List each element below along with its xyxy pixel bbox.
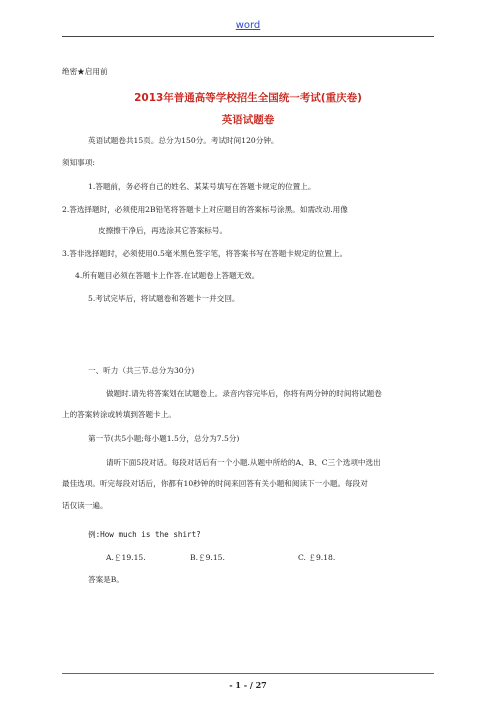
notice-item-1: 1.答题前，务必将自己的姓名、某某号填写在答题卡规定的位置上。 — [88, 182, 316, 191]
page-indicator: - 1 - / 27 — [229, 680, 267, 690]
exam-intro: 英语试题卷共15页。总分为150分。考试时间120分钟。 — [88, 136, 279, 145]
part1-para-line-1: 请听下面5段对话。每段对话后有一个小题.从题中所给的A、B、C三个选项中选出 — [106, 458, 381, 467]
example-answer: 答案是B。 — [88, 575, 124, 584]
example-option-c: C. ￡9.18. — [298, 553, 336, 562]
part1-para-line-3: 话仅读一遍。 — [62, 501, 108, 510]
section1-heading: 一、听力（共三节.总分为30分) — [88, 366, 195, 375]
header-word-link[interactable]: word — [235, 20, 261, 31]
secret-label: 绝密★启用前 — [62, 67, 108, 76]
notice-item-2-cont: 皮擦擦干净后，再选涂其它答案标号。 — [98, 226, 228, 235]
section1-para-line-2: 上的答案转涂或转填到答题卡上。 — [62, 410, 176, 419]
header-divider — [62, 36, 434, 37]
exam-subtitle: 英语试题卷 — [221, 114, 275, 126]
example-option-b: B.￡9.15. — [190, 553, 225, 562]
part1-heading: 第一节(共5小题;每小题1.5分，总分为7.5分) — [88, 434, 240, 443]
part1-para-line-2: 最佳选项。听完每段对话后，你都有10秒钟的时间来回答有关小题和阅读下一小题。每段对 — [62, 479, 368, 488]
notice-item-5: 5.考试完毕后，将试题卷和答题卡一并交回。 — [88, 294, 240, 303]
notice-item-3: 3.答非选择题时，必须使用0.5毫米黑色签字笔，将答案书写在答题卡规定的位置上。 — [62, 249, 348, 258]
notice-heading: 须知事项: — [62, 158, 95, 167]
section1-para-line-1: 做题时.请先将答案划在试题卷上。录音内容完毕后，你将有两分钟的时间将试题卷 — [106, 389, 382, 398]
example-option-a: A.￡19.15. — [106, 553, 146, 562]
footer-divider — [62, 673, 434, 674]
exam-title: 2013年普通高等学校招生全国统一考试(重庆卷) — [134, 92, 362, 104]
notice-item-2: 2.答选择题时，必须使用2B铅笔将答题卡上对应题目的答案标号涂黑。如需改动.用像 — [62, 205, 348, 214]
notice-item-4: 4.所有题目必须在答题卡上作答.在试题卷上答题无效。 — [75, 271, 260, 280]
example-question: 例:How much is the shirt? — [88, 530, 201, 539]
page-header — [0, 20, 496, 31]
